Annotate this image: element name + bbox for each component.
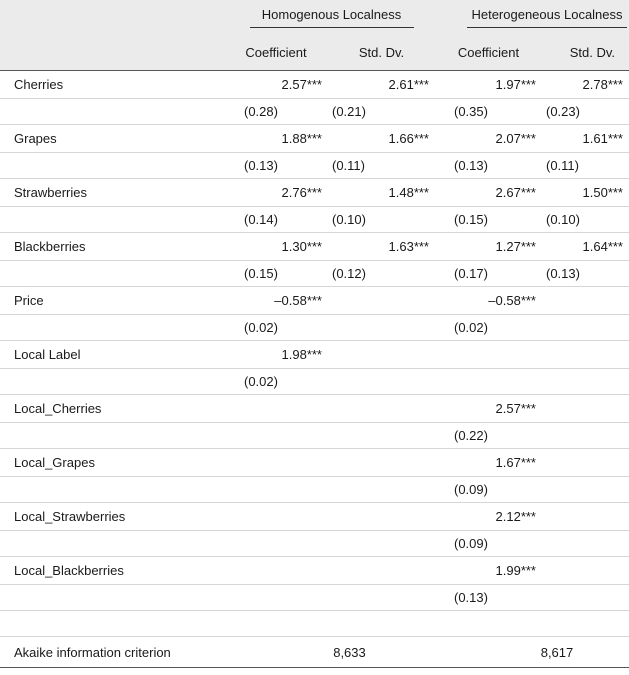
- standard-error-row: [0, 207, 629, 233]
- se-stddev-heterogeneous: (0.23): [542, 99, 629, 125]
- coefficient-heterogeneous: 1.97***: [435, 71, 542, 99]
- row-label-blank: [0, 585, 224, 611]
- row-label-blank: [0, 477, 224, 503]
- group-heterogeneous-label: Heterogeneous Localness: [467, 7, 627, 28]
- standard-error-row: [0, 477, 629, 503]
- stddev-homogenous: [328, 503, 435, 531]
- coefficient-heterogeneous: 2.67***: [435, 179, 542, 207]
- stddev-homogenous: 1.63***: [328, 233, 435, 261]
- coefficient-homogenous: 2.57***: [224, 71, 328, 99]
- row-label: Price: [0, 287, 224, 315]
- coefficient-heterogeneous: 1.99***: [435, 557, 542, 585]
- se-stddev-homogenous: [328, 315, 435, 341]
- col-stddev-heterogeneous: Std. Dv.: [542, 34, 629, 71]
- se-stddev-homogenous: [328, 423, 435, 449]
- se-homogenous: (0.02): [224, 369, 328, 395]
- se-homogenous: (0.13): [224, 153, 328, 179]
- se-stddev-heterogeneous: [542, 531, 629, 557]
- se-homogenous: (0.15): [224, 261, 328, 287]
- row-label: Cherries: [0, 71, 224, 99]
- stddev-homogenous: 1.48***: [328, 179, 435, 207]
- coefficient-heterogeneous: 2.57***: [435, 395, 542, 423]
- stddev-heterogeneous: [542, 557, 629, 585]
- spacer-cell: [224, 611, 328, 637]
- table-header: [0, 0, 629, 71]
- row-label-blank: [0, 261, 224, 287]
- stddev-heterogeneous: [542, 449, 629, 477]
- stddev-heterogeneous: [542, 395, 629, 423]
- se-homogenous: (0.14): [224, 207, 328, 233]
- group-homogenous: [224, 0, 435, 34]
- header-blank: [0, 0, 224, 34]
- stddev-homogenous: [328, 395, 435, 423]
- aic-row: [0, 637, 629, 668]
- aic-label: Akaike information criterion: [0, 637, 224, 668]
- coefficient-row: [0, 125, 629, 153]
- se-heterogeneous: (0.35): [435, 99, 542, 125]
- se-heterogeneous: (0.09): [435, 531, 542, 557]
- se-stddev-heterogeneous: [542, 369, 629, 395]
- coefficient-row: [0, 449, 629, 477]
- standard-error-row: [0, 153, 629, 179]
- coefficient-heterogeneous: 2.12***: [435, 503, 542, 531]
- stddev-heterogeneous: 1.50***: [542, 179, 629, 207]
- column-header-row: [0, 34, 629, 71]
- coefficient-row: [0, 179, 629, 207]
- spacer-row: [0, 611, 629, 637]
- coefficient-homogenous: 1.98***: [224, 341, 328, 369]
- se-homogenous: [224, 423, 328, 449]
- se-stddev-heterogeneous: (0.11): [542, 153, 629, 179]
- row-label-blank: [0, 207, 224, 233]
- row-label: Local_Blackberries: [0, 557, 224, 585]
- coefficient-homogenous: [224, 449, 328, 477]
- row-label-blank: [0, 99, 224, 125]
- coefficient-homogenous: 1.88***: [224, 125, 328, 153]
- se-stddev-homogenous: (0.12): [328, 261, 435, 287]
- se-stddev-heterogeneous: [542, 315, 629, 341]
- coefficient-homogenous: [224, 557, 328, 585]
- row-label-blank: [0, 423, 224, 449]
- se-stddev-homogenous: [328, 369, 435, 395]
- se-homogenous: (0.28): [224, 99, 328, 125]
- coefficient-row: [0, 71, 629, 99]
- standard-error-row: [0, 369, 629, 395]
- stddev-homogenous: [328, 287, 435, 315]
- se-stddev-heterogeneous: [542, 423, 629, 449]
- se-stddev-homogenous: [328, 585, 435, 611]
- se-stddev-heterogeneous: (0.13): [542, 261, 629, 287]
- table-body: [0, 71, 629, 668]
- coefficient-row: [0, 341, 629, 369]
- se-stddev-homogenous: (0.21): [328, 99, 435, 125]
- stddev-homogenous: [328, 557, 435, 585]
- se-heterogeneous: (0.13): [435, 153, 542, 179]
- group-homogenous-label: Homogenous Localness: [250, 7, 414, 28]
- row-label: Local_Strawberries: [0, 503, 224, 531]
- row-label: Grapes: [0, 125, 224, 153]
- stddev-heterogeneous: [542, 503, 629, 531]
- stddev-heterogeneous: [542, 341, 629, 369]
- group-heterogeneous: [435, 0, 629, 34]
- se-heterogeneous: (0.02): [435, 315, 542, 341]
- stddev-homogenous: 1.66***: [328, 125, 435, 153]
- group-header-row: [0, 0, 629, 34]
- row-label-blank: [0, 153, 224, 179]
- row-label-blank: [0, 531, 224, 557]
- standard-error-row: [0, 99, 629, 125]
- coefficient-heterogeneous: 2.07***: [435, 125, 542, 153]
- standard-error-row: [0, 585, 629, 611]
- coefficient-row: [0, 287, 629, 315]
- col-coefficient-heterogeneous: Coefficient: [435, 34, 542, 71]
- se-stddev-homogenous: (0.11): [328, 153, 435, 179]
- col-stddev-homogenous: Std. Dv.: [328, 34, 435, 71]
- stddev-homogenous: [328, 449, 435, 477]
- aic-homogenous: 8,633: [224, 637, 435, 668]
- coefficient-heterogeneous: [435, 341, 542, 369]
- se-stddev-heterogeneous: (0.10): [542, 207, 629, 233]
- stddev-homogenous: [328, 341, 435, 369]
- standard-error-row: [0, 531, 629, 557]
- coefficient-homogenous: [224, 395, 328, 423]
- standard-error-row: [0, 261, 629, 287]
- se-stddev-homogenous: [328, 531, 435, 557]
- se-heterogeneous: (0.17): [435, 261, 542, 287]
- se-homogenous: [224, 531, 328, 557]
- spacer-cell: [0, 611, 224, 637]
- header-blank: [0, 34, 224, 71]
- coefficient-homogenous: [224, 503, 328, 531]
- se-stddev-homogenous: [328, 477, 435, 503]
- coefficient-homogenous: –0.58***: [224, 287, 328, 315]
- coefficient-row: [0, 503, 629, 531]
- spacer-cell: [435, 611, 542, 637]
- stddev-heterogeneous: 1.64***: [542, 233, 629, 261]
- se-heterogeneous: (0.13): [435, 585, 542, 611]
- se-heterogeneous: (0.09): [435, 477, 542, 503]
- coefficient-heterogeneous: –0.58***: [435, 287, 542, 315]
- se-stddev-homogenous: (0.10): [328, 207, 435, 233]
- aic-heterogeneous: 8,617: [435, 637, 629, 668]
- coefficient-row: [0, 233, 629, 261]
- se-homogenous: [224, 585, 328, 611]
- se-heterogeneous: (0.22): [435, 423, 542, 449]
- se-homogenous: [224, 477, 328, 503]
- row-label: Local Label: [0, 341, 224, 369]
- row-label-blank: [0, 369, 224, 395]
- col-coefficient-homogenous: Coefficient: [224, 34, 328, 71]
- row-label-blank: [0, 315, 224, 341]
- stddev-heterogeneous: [542, 287, 629, 315]
- spacer-cell: [542, 611, 629, 637]
- se-heterogeneous: [435, 369, 542, 395]
- stddev-homogenous: 2.61***: [328, 71, 435, 99]
- coefficient-row: [0, 557, 629, 585]
- row-label: Strawberries: [0, 179, 224, 207]
- row-label: Local_Cherries: [0, 395, 224, 423]
- se-homogenous: (0.02): [224, 315, 328, 341]
- coefficient-homogenous: 2.76***: [224, 179, 328, 207]
- stddev-heterogeneous: 2.78***: [542, 71, 629, 99]
- se-stddev-heterogeneous: [542, 585, 629, 611]
- standard-error-row: [0, 423, 629, 449]
- row-label: Local_Grapes: [0, 449, 224, 477]
- row-label: Blackberries: [0, 233, 224, 261]
- spacer-cell: [328, 611, 435, 637]
- coefficient-homogenous: 1.30***: [224, 233, 328, 261]
- stddev-heterogeneous: 1.61***: [542, 125, 629, 153]
- se-stddev-heterogeneous: [542, 477, 629, 503]
- standard-error-row: [0, 315, 629, 341]
- coefficient-row: [0, 395, 629, 423]
- coefficient-heterogeneous: 1.27***: [435, 233, 542, 261]
- se-heterogeneous: (0.15): [435, 207, 542, 233]
- coefficient-heterogeneous: 1.67***: [435, 449, 542, 477]
